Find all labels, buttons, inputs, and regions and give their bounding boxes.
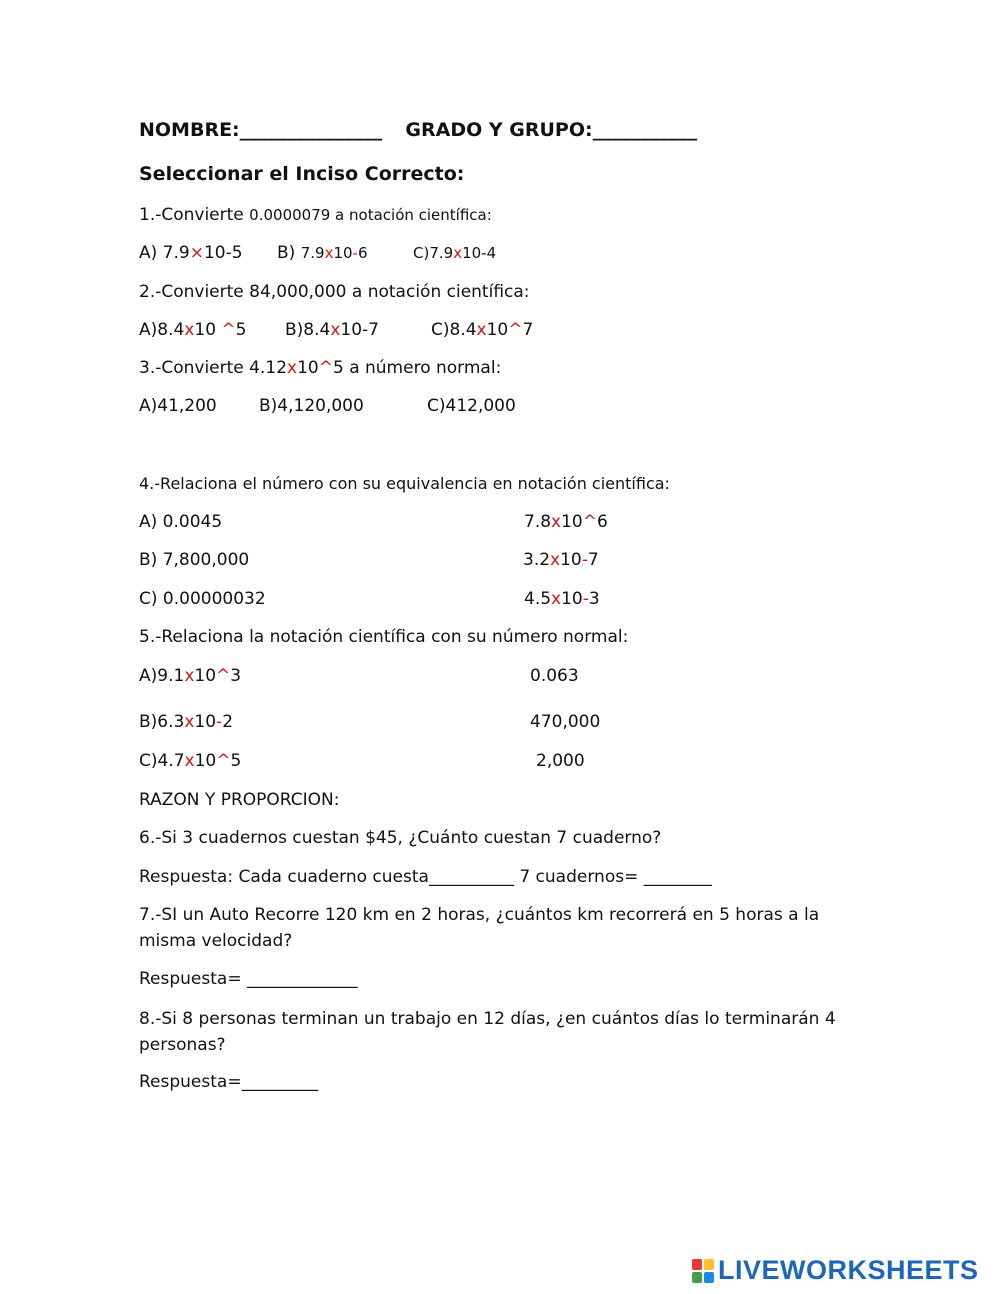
question-3-options [139, 396, 516, 416]
q7-answer[interactable]: Respuesta= _____________ [139, 969, 358, 989]
q2-option-c[interactable]: C)8.4x10^7 [431, 320, 534, 340]
q4-left-a[interactable]: A) 0.0045 [139, 512, 223, 532]
section-heading-razon: RAZON Y PROPORCION: [139, 790, 340, 810]
grade-group-label: GRADO Y GRUPO:___________ [405, 119, 698, 141]
question-3: 3.-Convierte 4.12x10^5 a número normal: [139, 358, 502, 378]
question-1: 1.-Convierte 0.0000079 a notación científica: [139, 205, 492, 225]
q1-option-a[interactable]: A) 7.9×10-5 [139, 243, 243, 263]
question-8: 8.-Si 8 personas terminan un trabajo en 12 días, ¿en cuántos días lo terminarán 4 personas? [139, 1009, 836, 1055]
q5-right-3[interactable]: 2,000 [536, 751, 585, 771]
liveworksheets-logo[interactable] [692, 1255, 979, 1286]
question-5: 5.-Relaciona la notación científica con su número normal: [139, 627, 629, 647]
question-2-options [139, 320, 533, 340]
q3-option-c[interactable]: C)412,000 [427, 396, 516, 416]
q4-left-b[interactable]: B) 7,800,000 [139, 550, 250, 570]
q8-answer[interactable]: Respuesta=_________ [139, 1072, 319, 1092]
q5-left-a[interactable]: A)9.1x10^3 [139, 666, 242, 686]
question-2: 2.-Convierte 84,000,000 a notación científica: [139, 282, 530, 302]
q1-option-c[interactable]: C)7.9x10-4 [413, 244, 497, 262]
q2-option-b[interactable]: B)8.4x10-7 [285, 320, 379, 340]
student-name-field[interactable] [139, 119, 697, 141]
q3-option-b[interactable]: B)4,120,000 [259, 396, 364, 416]
q5-left-b[interactable]: B)6.3x10-2 [139, 712, 234, 732]
q1-option-b[interactable]: B) 7.9x10-6 [277, 243, 368, 263]
q4-left-c[interactable]: C) 0.00000032 [139, 589, 266, 609]
question-1-options [139, 243, 496, 263]
q4-right-1[interactable]: 7.8x10^6 [524, 512, 608, 532]
logo-text: LIVEWORKSHEETS [718, 1255, 979, 1285]
instruction-heading: Seleccionar el Inciso Correcto: [139, 163, 465, 185]
q5-right-1[interactable]: 0.063 [530, 666, 579, 686]
q5-right-2[interactable]: 470,000 [530, 712, 601, 732]
q4-right-3[interactable]: 4.5x10-3 [524, 589, 600, 609]
question-7: 7.-SI un Auto Recorre 120 km en 2 horas, ¿cuántos km recorrerá en 5 horas a la misma velocidad? [139, 905, 820, 951]
question-6: 6.-Si 3 cuadernos cuestan $45, ¿Cuánto cuestan 7 cuaderno? [139, 828, 662, 848]
q6-answer[interactable]: Respuesta: Cada cuaderno cuesta__________ 7 cuadernos= ________ [139, 867, 712, 887]
name-label: NOMBRE:_______________ [139, 119, 383, 141]
q5-left-c[interactable]: C)4.7x10^5 [139, 751, 242, 771]
logo-mark-icon [692, 1259, 714, 1283]
question-4: 4.-Relaciona el número con su equivalencia en notación científica: [139, 474, 670, 493]
q2-option-a[interactable]: A)8.4x10 ^5 [139, 320, 247, 340]
q3-option-a[interactable]: A)41,200 [139, 396, 217, 416]
q4-right-2[interactable]: 3.2x10-7 [523, 550, 599, 570]
